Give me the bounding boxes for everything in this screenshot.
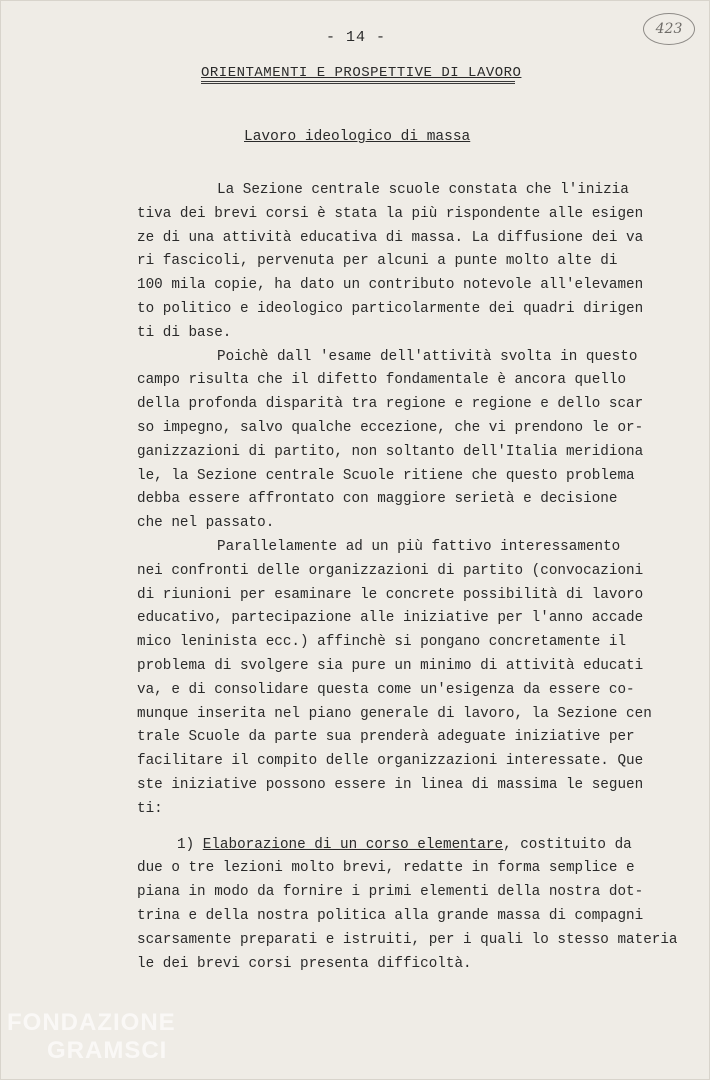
- paragraph-1: [137, 179, 657, 346]
- main-heading: ORIENTAMENTI E PROSPETTIVE DI LAVORO: [201, 65, 522, 81]
- text-line: campo risulta che il difetto fondamentale è ancora quello: [137, 372, 627, 389]
- text-line: ganizzazioni di partito, non soltanto dell'Italia meridiona: [137, 443, 644, 460]
- watermark-line-1: FONDAZIONE: [7, 1009, 176, 1036]
- text-line: ste iniziative possono essere in linea di massima le seguen: [137, 776, 644, 793]
- paragraph-gap: [137, 822, 657, 834]
- list-item-1: [137, 834, 678, 977]
- text-line: ti:: [137, 800, 163, 817]
- text-line: educativo, partecipazione alle iniziative per l'anno accade: [137, 610, 644, 627]
- list-item-heading: Elaborazione di un corso elementare: [202, 836, 504, 853]
- text-line: scarsamente preparati e istruiti, per i quali lo stesso materia: [137, 931, 678, 948]
- text-line: che nel passato.: [137, 515, 275, 532]
- fondazione-gramsci-watermark: [7, 1009, 176, 1065]
- text-line: to politico e ideologico particolarmente dei quadri dirigen: [137, 300, 644, 317]
- paragraph-3: [137, 536, 657, 822]
- text-line: 100 mila copie, ha dato un contributo notevole all'elevamen: [137, 277, 644, 294]
- list-item-first-line: [137, 834, 657, 858]
- text-line: della profonda disparità tra regione e regione e dello scar: [137, 396, 644, 413]
- text-line: le dei brevi corsi presenta difficoltà.: [137, 955, 472, 972]
- text-line: due o tre lezioni molto brevi, redatte in forma semplice e: [137, 860, 635, 877]
- page-number: - 14 -: [325, 29, 386, 46]
- list-item-heading-rest: , costituito da: [503, 836, 632, 853]
- text-line: problema di svolgere sia pure un minimo di attività educati: [137, 657, 644, 674]
- text-line: munque inserita nel piano generale di lavoro, la Sezione cen: [137, 705, 652, 722]
- text-line: so impegno, salvo qualche eccezione, che vi prendono le or-: [137, 419, 644, 436]
- text-line: nei confronti delle organizzazioni di partito (convocazioni: [137, 562, 644, 579]
- text-line: piana in modo da fornire i primi elementi della nostra dot-: [137, 884, 644, 901]
- archive-number-stamp: 423: [643, 13, 695, 45]
- heading-double-rule: [201, 81, 515, 84]
- text-line: debba essere affrontato con maggiore serietà e decisione: [137, 491, 618, 508]
- text-line: ri fascicoli, pervenuta per alcuni a punte molto alte di: [137, 253, 618, 270]
- paragraph-2: [137, 346, 657, 536]
- text-line: trina e della nostra politica alla grande massa di compagni: [137, 907, 644, 924]
- text-line: trale Scuole da parte sua prenderà adeguate iniziative per: [137, 729, 635, 746]
- text-line: va, e di consolidare questa come un'esigenza da essere co-: [137, 681, 635, 698]
- text-line: ze di una attività educativa di massa. La diffusione dei va: [137, 229, 644, 246]
- text-line: facilitare il compito delle organizzazioni interessate. Que: [137, 753, 644, 770]
- sub-heading: Lavoro ideologico di massa: [244, 129, 471, 145]
- text-line: Parallelamente ad un più fattivo interessamento: [217, 538, 621, 555]
- watermark-line-2: GRAMSCI: [47, 1037, 168, 1064]
- list-number: 1): [177, 836, 195, 853]
- text-line: mico leninista ecc.) affinchè si pongano concretamente il: [137, 634, 627, 651]
- text-line: tiva dei brevi corsi è stata la più rispondente alle esigen: [137, 205, 644, 222]
- text-line: La Sezione centrale scuole constata che l'inizia: [217, 182, 629, 198]
- text-line: Poichè dall 'esame dell'attività svolta in questo: [217, 348, 638, 365]
- text-line: le, la Sezione centrale Scuole ritiene che questo problema: [137, 467, 635, 484]
- text-line: ti di base.: [137, 324, 232, 341]
- text-line: di riunioni per esaminare le concrete possibilità di lavoro: [137, 586, 644, 603]
- body-text: [137, 179, 678, 976]
